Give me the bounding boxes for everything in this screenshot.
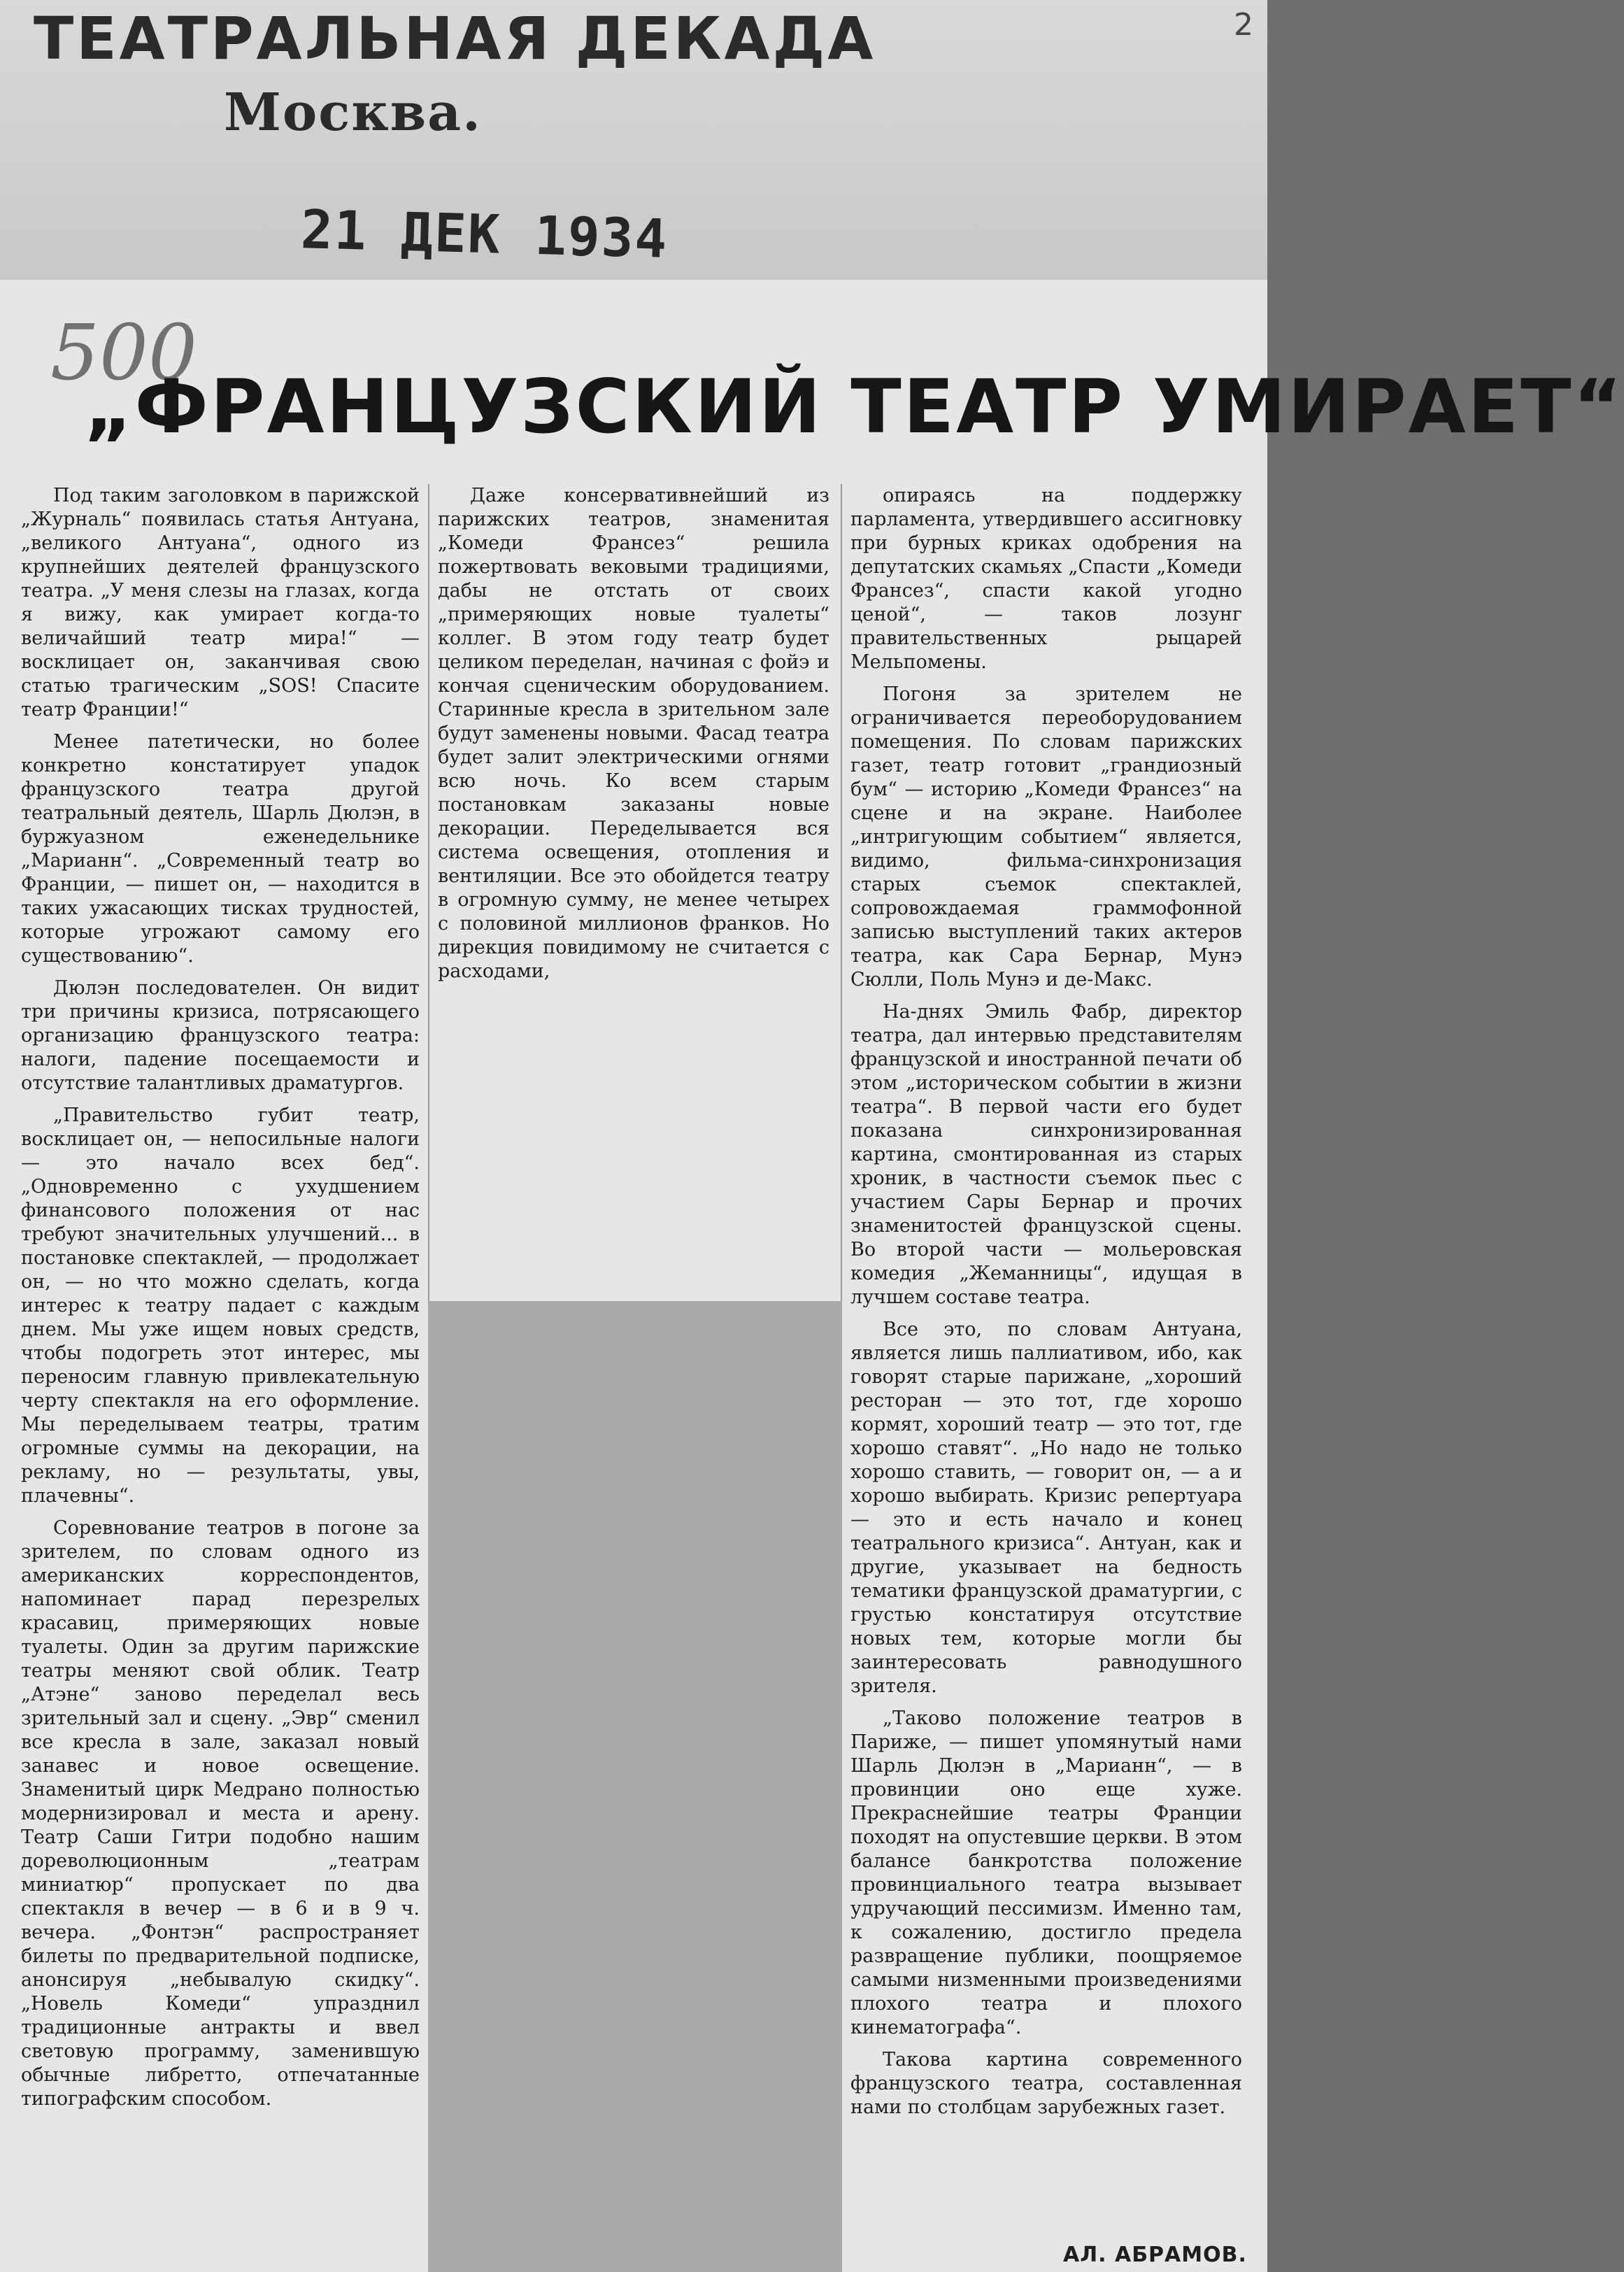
article-column-3 bbox=[850, 484, 1242, 2128]
paragraph: „Правительство губит театр, восклицает он, — непосильные налоги — это начало всех бед“. „Одновременно с ухудшением финансового положения от нас требуют значительных улучшений... в постановке спектаклей, — продолжает он, — но что можно сделать, когда интерес к театру падает с каждым днем. Мы уже ищем новых средств, чтобы подогреть этот интерес, мы переносим главную привлекательную черту спектакля на его оформление. Мы переделываем театры, тратим огромные суммы на декорации, на рекламу, но — результаты, увы, плачевны“. bbox=[21, 1105, 420, 1507]
article-clipping bbox=[0, 280, 1624, 2272]
corner-mark: 2 bbox=[1234, 7, 1253, 43]
date-stamp: 21 ДЕК 1934 bbox=[299, 198, 669, 270]
paragraph: Под таким заголовком в парижской „Журналь“ появилась статья Антуана, „великого Антуана“, одного из крупнейших деятелей французского театра. „У меня слезы на глазах, когда я вижу, как умирает когда-то величайший театр мира!“ — восклицает он, заканчивая свою статью трагическим „SOS! Спасите театр Франции!“ bbox=[21, 485, 420, 720]
article-column-2 bbox=[438, 484, 829, 992]
masthead-title: ТЕАТРАЛЬНАЯ ДЕКАДА bbox=[34, 4, 876, 73]
masthead-clipping bbox=[0, 0, 1267, 280]
paragraph: Менее патетически, но более конкретно констатирует упадок французского театра другой театральный деятель, Шарль Дюлэн, в буржуазном еженедельнике „Марианн“. „Современный театр во Франции, — пишет он, — находится в таких ужасающих тисках трудностей, которые угрожают самому его существованию“. bbox=[21, 731, 420, 967]
paragraph: Погоня за зрителем не ограничивается переоборудованием помещения. По словам парижских газет, театр готовит „грандиозный бум“ — историю „Комеди Франсез“ на сцене и на экране. Наиболее „интригующим событием“ является, видимо, фильма-синхронизация старых съемок спектаклей, сопровождаемая граммофонной записью выступлений таких актеров театра, как Сара Бернар, Мунэ Сюлли, Поль Мунэ и де-Макс. bbox=[850, 683, 1242, 991]
paragraph: Все это, по словам Антуана, является лишь паллиативом, ибо, как говорят старые парижане, „хороший ресторан — это тот, где хорошо кормят, хороший театр — это тот, где хорошо ставят“. „Но надо не только хорошо ставить, — говорит он, — а и хорошо выбирать. Кризис репертуара — это и есть начало и конец театрального кризиса“. Антуан, как и другие, указывает на бедность тематики французской драматургии, с грустью констатируя отсутствие новых тем, которые могли бы заинтересовать равнодушного зрителя. bbox=[850, 1319, 1242, 1697]
paragraph: Даже консервативнейший из парижских театров, знаменитая „Комеди Франсез“ решила пожертвовать вековыми традициями, дабы не отстать от своих „примеряющих новые туалеты“ коллег. В этом году театр будет целиком переделан, начиная с фойэ и кончая сценическим оборудованием. Старинные кресла в зрительном зале будут заменены новыми. Фасад театра будет залит электрическими огнями всю ночь. Ко всем старым постановкам заказаны новые декорации. Переделывается вся система освещения, отопления и вентиляции. Все это обойдется театру в огромную сумму, не менее четырех с половиной миллионов франков. Но дирекция повидимому не считается с расходами, bbox=[438, 485, 829, 982]
article-column-1 bbox=[21, 484, 420, 2120]
blank-mounting-area bbox=[428, 1301, 842, 2272]
masthead-city: Москва. bbox=[224, 83, 482, 143]
paragraph: „Таково положение театров в Париже, — пишет упомянутый нами Шарль Дюлэн в „Марианн“, — в провинции оно еще хуже. Прекраснейшие театры Франции походят на опустевшие церкви. В этом балансе банкротства положение провинциального театра вызывает удручающий пессимизм. Именно там, к сожалению, достигло предела развращение публики, поощряемое самыми низменными произведениями плохого театра и плохого кинематографа“. bbox=[850, 1707, 1242, 2038]
handwritten-mark: 500 bbox=[50, 308, 197, 397]
article-headline: „ФРАНЦУЗСКИЙ ТЕАТР УМИРАЕТ“ bbox=[84, 364, 1624, 450]
author-signature: АЛ. АБРАМОВ. bbox=[1063, 2243, 1247, 2267]
paragraph: Такова картина современного французского театра, составленная нами по столбцам зарубежных газет. bbox=[850, 2049, 1242, 2118]
paragraph: Соревнование театров в погоне за зрителем, по словам одного из американских корреспондентов, напоминает парад перезрелых красавиц, примеряющих новые туалеты. Один за другим парижские театры меняют свой облик. Театр „Атэне“ заново переделал весь зрительный зал и сцену. „Эвр“ сменил все кресла в зале, заказал новый занавес и новое освещение. Знаменитый цирк Медрано полностью модернизировал и места и арену. Театр Саши Гитри подобно нашим дореволюционным „театрам миниатюр“ пропускает по два спектакля в вечер — в 6 и в 9 ч. вечера. „Фонтэн“ распространяет билеты по предварительной подписке, анонсируя „небывалую скидку“. „Новель Комеди“ упразднил традиционные антракты и ввел световую программу, заменившую обычные либретто, отпечатанные типографским способом. bbox=[21, 1517, 420, 2110]
paragraph: На-днях Эмиль Фабр, директор театра, дал интервью представителям французской и иностранной печати об этом „историческом событии в жизни театра“. В первой части его будет показана синхронизированная картина, смонтированная из старых хроник, в частности съемок пьес с участием Сары Бернар и прочих знаменитостей французской сцены. Во второй части — мольеровская комедия „Жеманницы“, идущая в лучшем составе театра. bbox=[850, 1001, 1242, 1308]
paragraph: Дюлэн последователен. Он видит три причины кризиса, потрясающего организацию французского театра: налоги, падение посещаемости и отсутствие талантливых драматургов. bbox=[21, 977, 420, 1094]
paragraph: опираясь на поддержку парламента, утвердившего ассигновку при бурных криках одобрения на депутатских скамьях „Спасти „Комеди Франсез“, спасти какой угодно ценой“, — таков лозунг правительственных рыцарей Мельпомены. bbox=[850, 485, 1242, 673]
